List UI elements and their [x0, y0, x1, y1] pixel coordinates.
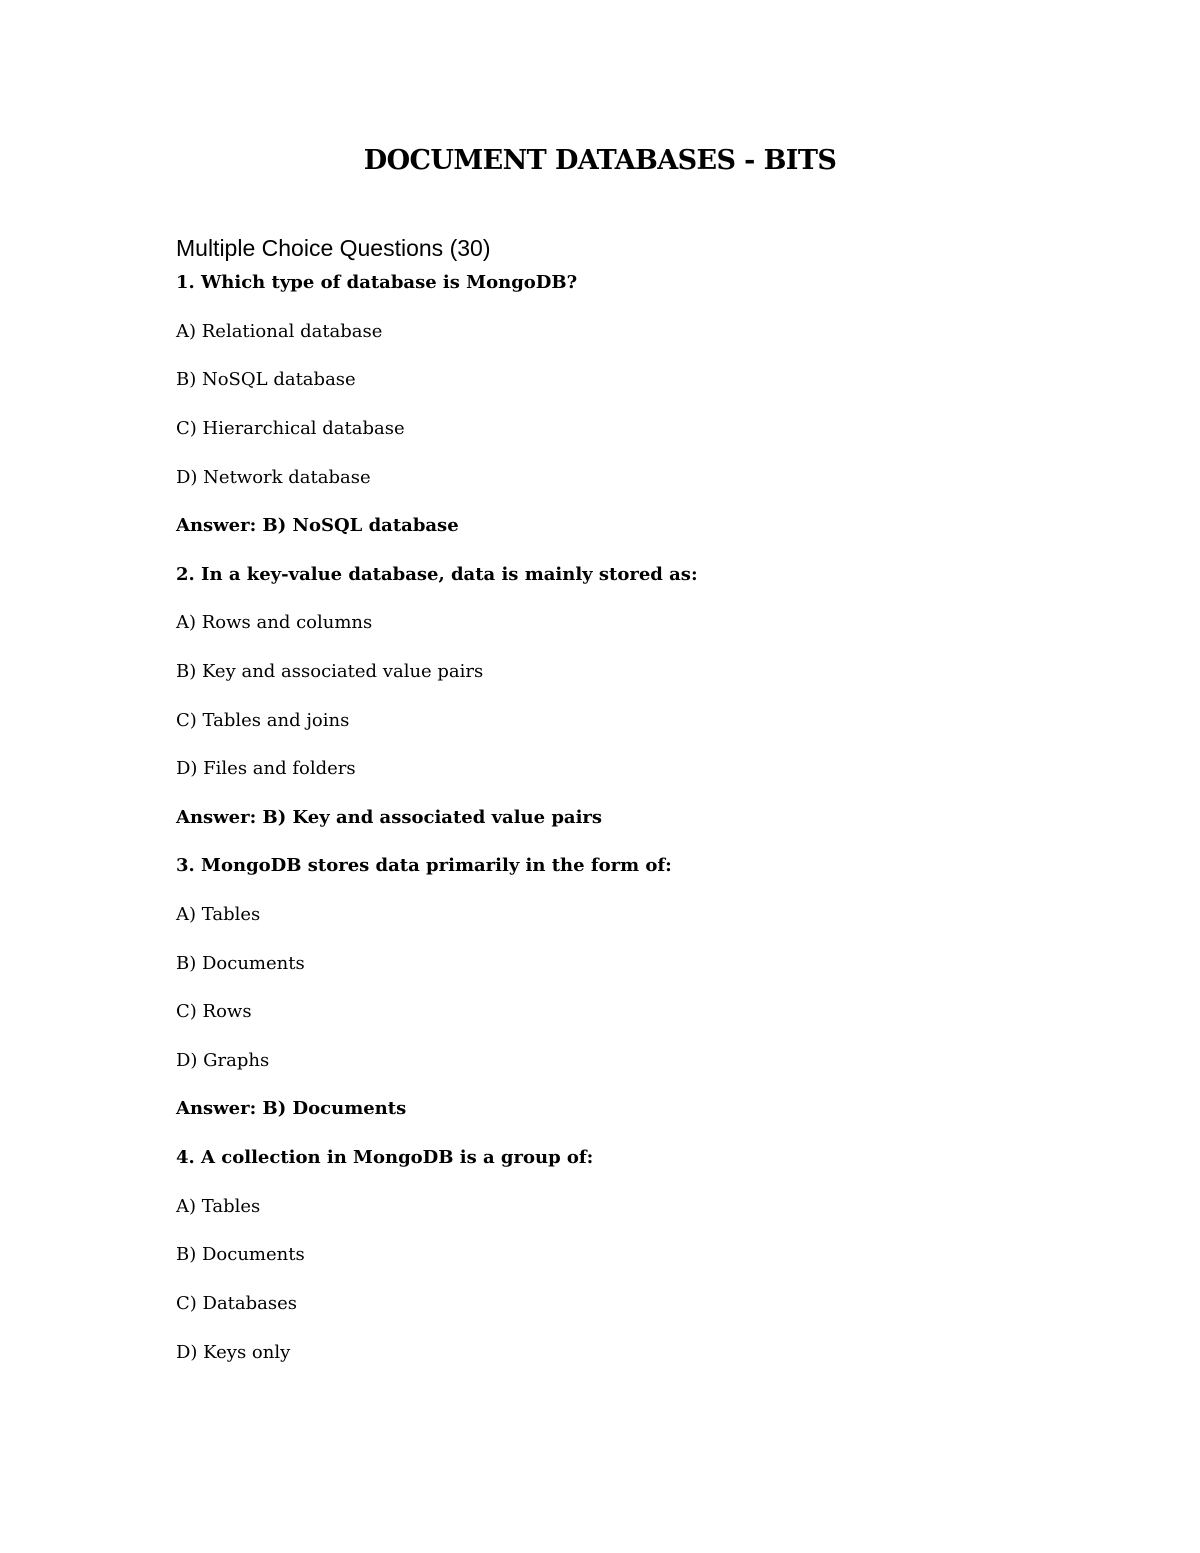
- document-title: DOCUMENT DATABASES - BITS: [363, 145, 837, 176]
- question-4-option-d: D) Keys only: [176, 1342, 291, 1363]
- question-1-answer: Answer: B) NoSQL database: [176, 515, 459, 536]
- question-4-option-b: B) Documents: [176, 1244, 305, 1265]
- question-1-text: 1. Which type of database is MongoDB?: [176, 272, 578, 293]
- question-4-option-a: A) Tables: [176, 1196, 261, 1217]
- question-3-option-c: C) Rows: [176, 1001, 252, 1022]
- question-2-option-a: A) Rows and columns: [176, 612, 373, 633]
- question-4-option-c: C) Databases: [176, 1293, 298, 1314]
- question-2-text: 2. In a key-value database, data is mainly stored as:: [176, 564, 698, 585]
- question-2-option-c: C) Tables and joins: [176, 710, 350, 731]
- question-1-option-c: C) Hierarchical database: [176, 418, 405, 439]
- question-3-option-d: D) Graphs: [176, 1050, 270, 1071]
- question-2-answer: Answer: B) Key and associated value pairs: [176, 807, 603, 828]
- question-3-option-b: B) Documents: [176, 953, 305, 974]
- question-1-option-d: D) Network database: [176, 467, 371, 488]
- question-1-option-a: A) Relational database: [176, 321, 383, 342]
- question-2-option-d: D) Files and folders: [176, 758, 356, 779]
- question-1-option-b: B) NoSQL database: [176, 369, 356, 390]
- question-3-text: 3. MongoDB stores data primarily in the form of:: [176, 855, 672, 876]
- section-heading: Multiple Choice Questions (30): [176, 235, 491, 261]
- question-3-answer: Answer: B) Documents: [176, 1098, 407, 1119]
- question-4-text: 4. A collection in MongoDB is a group of:: [176, 1147, 594, 1168]
- question-2-option-b: B) Key and associated value pairs: [176, 661, 484, 682]
- question-3-option-a: A) Tables: [176, 904, 261, 925]
